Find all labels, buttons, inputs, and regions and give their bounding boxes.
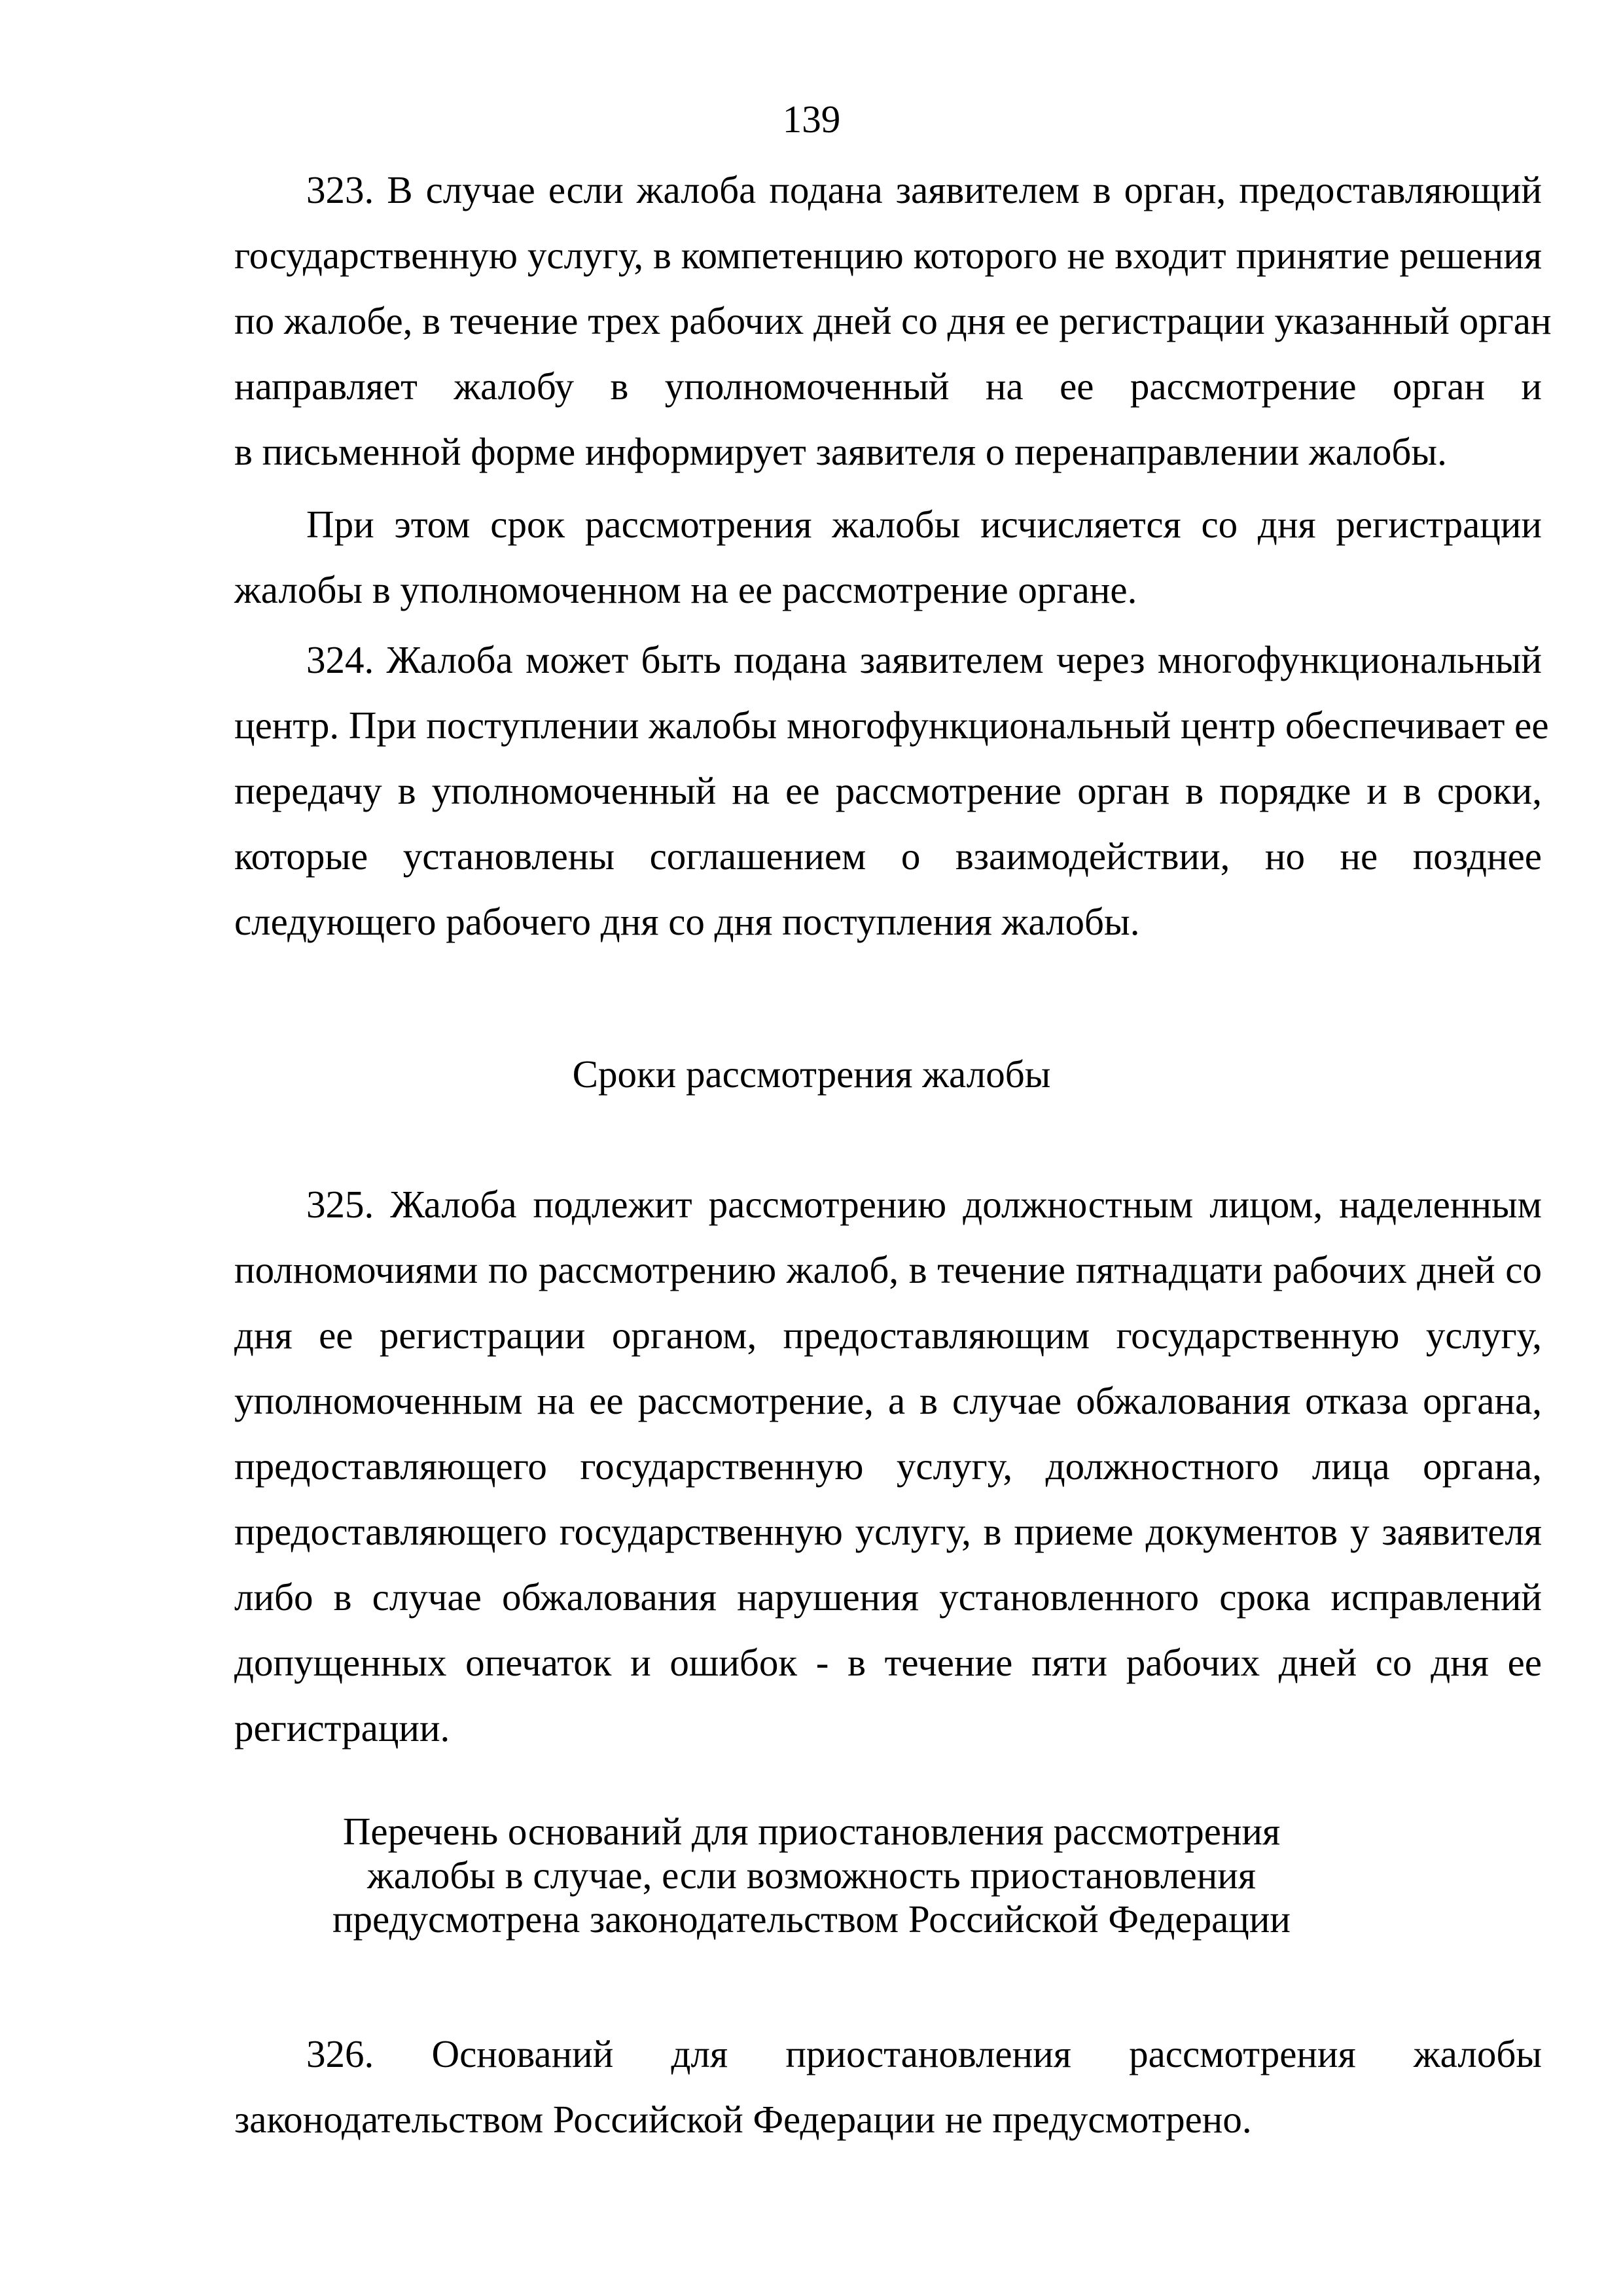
page-number: 139 — [782, 98, 841, 141]
text-line: предоставляющего государственную услугу, должностного лица органа, — [234, 1444, 1542, 1488]
section-heading-review-terms — [0, 1052, 1623, 1096]
text-line: которые установлены соглашением о взаимодействии, но не позднее — [234, 834, 1542, 878]
text-line: 325. Жалоба подлежит рассмотрению должностным лицом, наделенным — [306, 1183, 1542, 1226]
text-line: 323. В случае если жалоба подана заявителем в орган, предоставляющий — [306, 168, 1542, 211]
text-line: При этом срок рассмотрения жалобы исчисляется со дня регистрации — [306, 503, 1542, 546]
text-line: следующего рабочего дня со дня поступления жалобы. — [234, 900, 1140, 943]
text-line: государственную услугу, в компетенцию которого не входит принятие решения — [234, 234, 1542, 277]
paragraph-324 — [234, 627, 1549, 954]
paragraph-323 — [234, 157, 1552, 484]
text-line: полномочиями по рассмотрению жалоб, в течение пятнадцати рабочих дней со — [234, 1248, 1542, 1291]
text-line: регистрации. — [234, 1706, 450, 1749]
text-line: в письменной форме информирует заявителя о перенаправлении жалобы. — [234, 430, 1447, 473]
text-line: передачу в уполномоченный на ее рассмотрение орган в порядке и в сроки, — [234, 769, 1542, 812]
text-line: центр. При поступлении жалобы многофункциональный центр обеспечивает ее — [234, 704, 1549, 747]
heading-line: Сроки рассмотрения жалобы — [572, 1052, 1051, 1096]
paragraph-326 — [234, 2021, 1542, 2152]
text-line: уполномоченным на ее рассмотрение, а в случае обжалования отказа органа, — [234, 1379, 1542, 1422]
text-line: 326. Оснований для приостановления рассмотрения жалобы — [306, 2032, 1542, 2075]
text-line: дня ее регистрации органом, предоставляющим государственную услугу, — [234, 1314, 1542, 1357]
text-line: жалобы в уполномоченном на ее рассмотрение органе. — [234, 568, 1137, 611]
text-line: предоставляющего государственную услугу, в приеме документов у заявителя — [234, 1510, 1542, 1553]
text-line: по жалобе, в течение трех рабочих дней со дня ее регистрации указанный орган — [234, 299, 1552, 342]
text-line: либо в случае обжалования нарушения установленного срока исправлений — [234, 1575, 1542, 1619]
heading-line: жалобы в случае, если возможность приостановления — [366, 1854, 1256, 1897]
section-heading-suspension-grounds — [0, 1810, 1623, 1941]
paragraph-325 — [234, 1172, 1542, 1761]
text-line: направляет жалобу в уполномоченный на ее рассмотрение орган и — [234, 365, 1542, 408]
text-line: допущенных опечаток и ошибок - в течение пяти рабочих дней со дня ее — [234, 1641, 1542, 1684]
text-line: законодательством Российской Федерации не предусмотрено. — [234, 2098, 1252, 2141]
paragraph-323-note — [234, 492, 1542, 622]
heading-line: Перечень оснований для приостановления рассмотрения — [342, 1810, 1281, 1853]
text-line: 324. Жалоба может быть подана заявителем через многофункциональный — [306, 638, 1542, 681]
heading-line: предусмотрена законодательством Российской Федерации — [332, 1897, 1291, 1941]
